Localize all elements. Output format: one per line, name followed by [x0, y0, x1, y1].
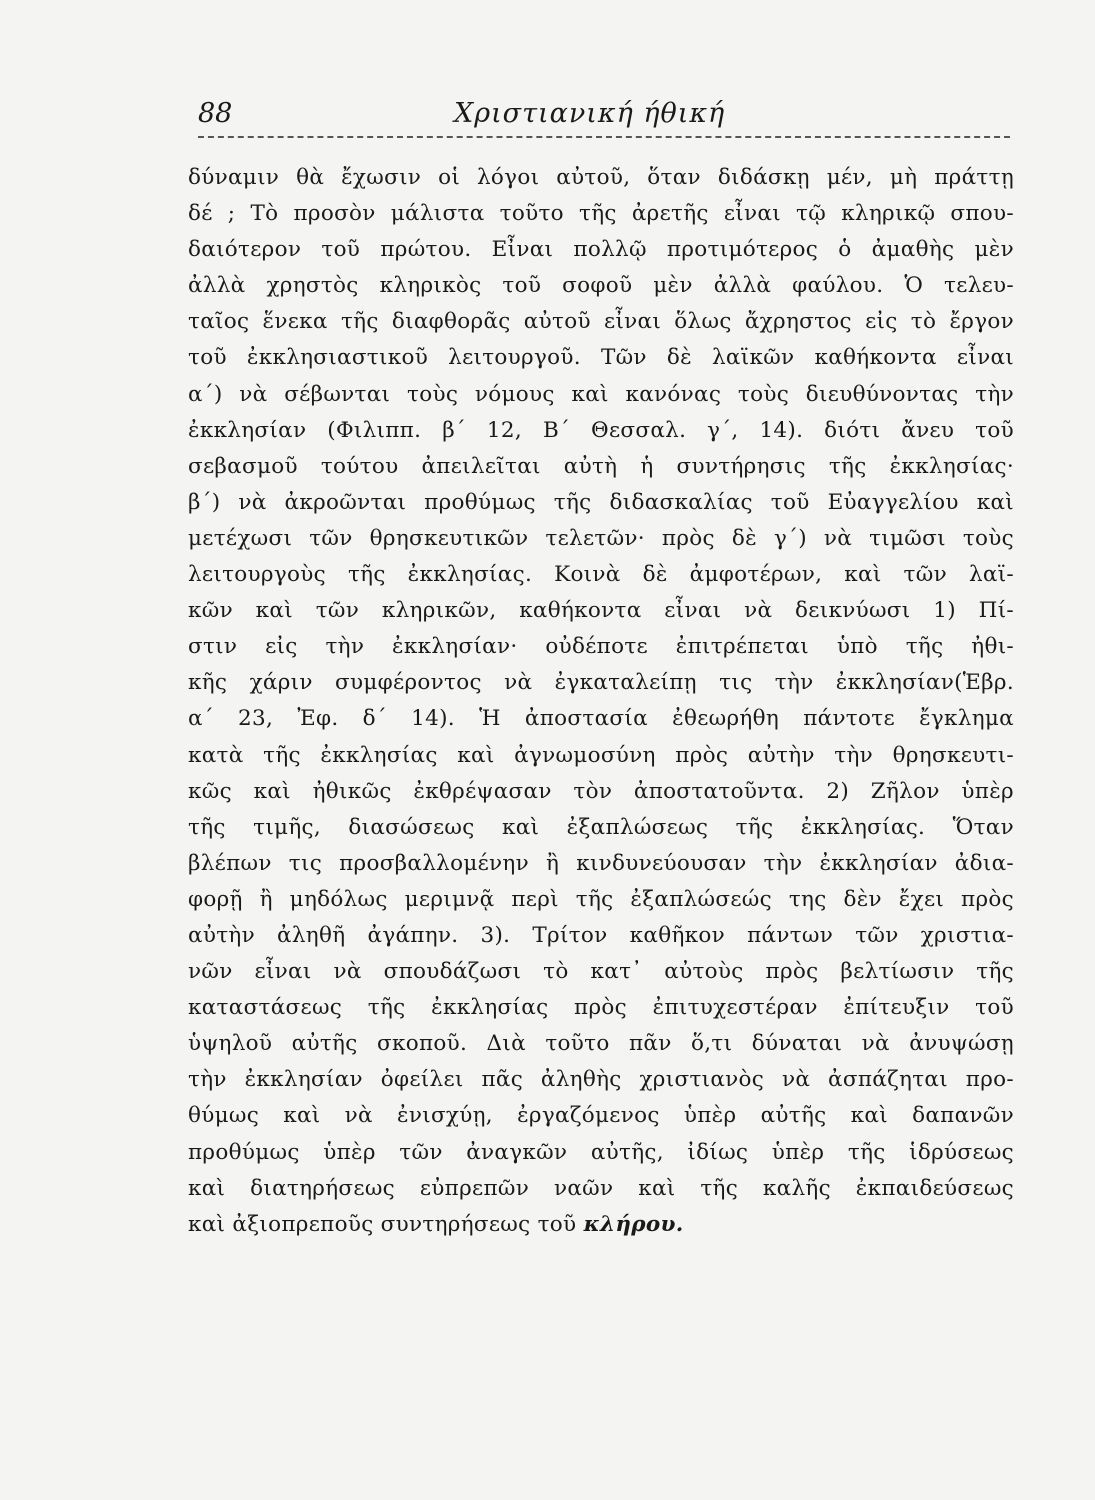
text-line: τὴν ἐκκλησίαν ὀφείλει πᾶς ἀληθὴς χριστιανὸς νὰ ἀσπάζηται προ- — [188, 1067, 1014, 1093]
text-line: αὐτὴν ἀληθῆ ἀγάπην. 3). Τρίτον καθῆκον πάντων τῶν χριστια- — [188, 922, 1014, 948]
text-line: λειτουργοὺς τῆς ἐκκλησίας. Κοινὰ δὲ ἀμφοτέρων, καὶ τῶν λαϊ- — [188, 562, 1014, 588]
text-line-last — [188, 1207, 1014, 1243]
text-line: στιν εἰς τὴν ἐκκλησίαν· οὐδέποτε ἐπιτρέπεται ὑπὸ τῆς ἠθι- — [188, 634, 1014, 660]
text-line: κατὰ τῆς ἐκκλησίας καὶ ἀγνωμοσύνη πρὸς αὐτὴν τὴν θρησκευτι- — [188, 742, 1014, 768]
text-line: α΄ 23, Ἐφ. δ΄ 14). Ἡ ἀποστασία ἐθεωρήθη πάντοτε ἔγκλημα — [188, 706, 1014, 732]
text-line: κῶς καὶ ἠθικῶς ἐκθρέψασαν τὸν ἀποστατοῦντα. 2) Ζῆλον ὑπὲρ — [188, 778, 1014, 804]
running-title: Χριστιανική ήθική — [454, 98, 726, 129]
text-line: ταῖος ἕνεκα τῆς διαφθορᾶς αὐτοῦ εἶναι ὅλως ἄχρηστος εἰς τὸ ἔργον — [188, 309, 1014, 335]
page-number: 88 — [198, 98, 233, 129]
emphasized-word: κλήρου. — [583, 1211, 684, 1237]
text-line: καταστάσεως τῆς ἐκκλησίας πρὸς ἐπιτυχεστέραν ἐπίτευξιν τοῦ — [188, 995, 1014, 1021]
text-line: κῆς χάριν συμφέροντος νὰ ἐγκαταλείπῃ τις τὴν ἐκκλησίαν(Ἑβρ. — [188, 670, 1014, 696]
text-line: καὶ διατηρήσεως εὐπρεπῶν ναῶν καὶ τῆς καλῆς ἐκπαιδεύσεως — [188, 1175, 1014, 1201]
text-line: α΄) νὰ σέβωνται τοὺς νόμους καὶ κανόνας τοὺς διευθύνοντας τὴν — [188, 381, 1014, 407]
text-line: σεβασμοῦ τούτου ἀπειλεῖται αὐτὴ ἡ συντήρησις τῆς ἐκκλησίας· — [188, 453, 1014, 479]
text-line: προθύμως ὑπὲρ τῶν ἀναγκῶν αὐτῆς, ἰδίως ὑπὲρ τῆς ἱδρύσεως — [188, 1139, 1014, 1165]
text-line: ἀλλὰ χρηστὸς κληρικὸς τοῦ σοφοῦ μὲν ἀλλὰ φαύλου. Ὁ τελευ- — [188, 273, 1014, 299]
last-line-text: καὶ ἀξιοπρεποῦς συντηρήσεως τοῦ — [188, 1211, 584, 1237]
text-line: δύναμιν θὰ ἔχωσιν οἱ λόγοι αὐτοῦ, ὅταν διδάσκῃ μέν, μὴ πράττῃ — [188, 165, 1014, 190]
text-line: δαιότερον τοῦ πρώτου. Εἶναι πολλῷ προτιμότερος ὁ ἀμαθὴς μὲν — [188, 237, 1014, 263]
page-header — [198, 96, 1010, 138]
text-line: θύμως καὶ νὰ ἐνισχύῃ, ἐργαζόμενος ὑπὲρ αὐτῆς καὶ δαπανῶν — [188, 1103, 1014, 1129]
text-line: ὑψηλοῦ αὐτῆς σκοποῦ. Διὰ τοῦτο πᾶν ὅ,τι δύναται νὰ ἀνυψώσῃ — [188, 1031, 1014, 1057]
text-line: κῶν καὶ τῶν κληρικῶν, καθήκοντα εἶναι νὰ δεικνύωσι 1) Πί- — [188, 598, 1014, 624]
text-line: β΄) νὰ ἀκροῶνται προθύμως τῆς διδασκαλίας τοῦ Εὐαγγελίου καὶ — [188, 489, 1014, 515]
text-line: τοῦ ἐκκλησιαστικοῦ λειτουργοῦ. Τῶν δὲ λαϊκῶν καθήκοντα εἶναι — [188, 345, 1014, 371]
body-paragraph — [188, 160, 1014, 1243]
text-line: νῶν εἶναι νὰ σπουδάζωσι τὸ κατ᾽ αὐτοὺς πρὸς βελτίωσιν τῆς — [188, 959, 1014, 985]
text-line: μετέχωσι τῶν θρησκευτικῶν τελετῶν· πρὸς δὲ γ΄) νὰ τιμῶσι τοὺς — [188, 525, 1014, 551]
text-line: δέ ; Τὸ προσὸν μάλιστα τοῦτο τῆς ἀρετῆς εἶναι τῷ κληρικῷ σπου- — [188, 201, 1014, 227]
text-line: ἐκκλησίαν (Φιλιππ. β΄ 12, Β΄ Θεσσαλ. γ΄, 14). διότι ἄνευ τοῦ — [188, 417, 1014, 443]
text-line: τῆς τιμῆς, διασώσεως καὶ ἐξαπλώσεως τῆς ἐκκλησίας. Ὅταν — [188, 814, 1014, 840]
text-line: βλέπων τις προσβαλλομένην ἢ κινδυνεύουσαν τὴν ἐκκλησίαν ἀδια- — [188, 850, 1014, 876]
text-line: φορῇ ἢ μηδόλως μεριμνᾷ περὶ τῆς ἐξαπλώσεώς της δὲν ἔχει πρὸς — [188, 886, 1014, 912]
